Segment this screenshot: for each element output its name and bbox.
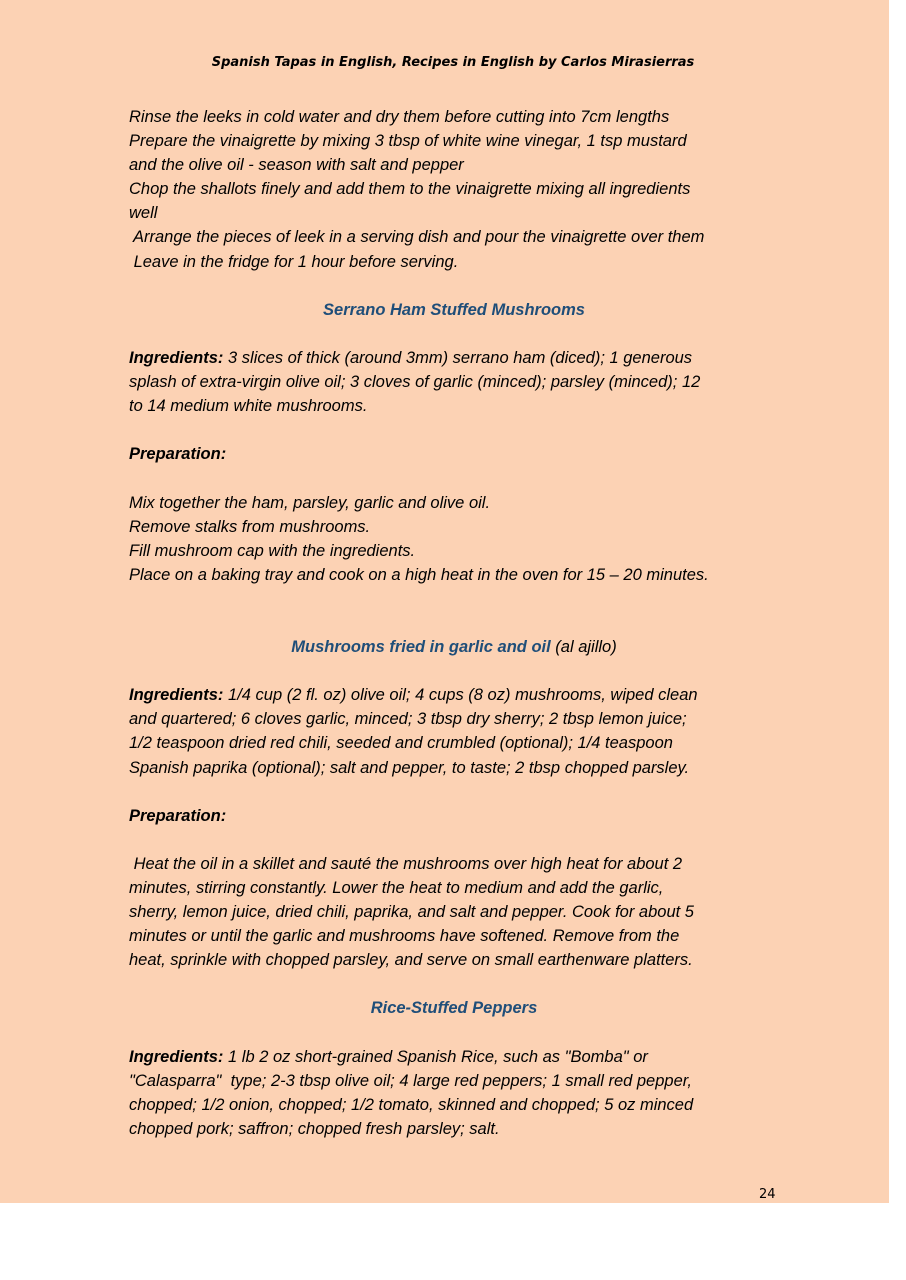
recipe-title-peppers: Rice-Stuffed Peppers: [370, 999, 538, 1018]
preparation-label: Preparation:: [129, 806, 227, 825]
ingredients-line: chopped; 1/2 onion, chopped; 1/2 tomato, skinned and chopped; 5 oz minced: [129, 1095, 694, 1114]
recipe-title-garlic-mushrooms: [129, 635, 779, 659]
intro-line: Prepare the vinaigrette by mixing 3 tbsp of white wine vinegar, 1 tsp mustard: [129, 132, 687, 151]
preparation-line: sherry, lemon juice, dried chili, paprika, and salt and pepper. Cook for about 5: [129, 903, 694, 922]
intro-line: Arrange the pieces of leek in a serving dish and pour the vinaigrette over them: [129, 228, 705, 247]
ingredients-line: chopped pork; saffron; chopped fresh parsley; salt.: [129, 1119, 500, 1138]
preparation-line: Fill mushroom cap with the ingredients.: [129, 541, 416, 560]
preparation-line: Mix together the ham, parsley, garlic and olive oil.: [129, 493, 491, 512]
ingredients-line: "Calasparra" type; 2-3 tbsp olive oil; 4 large red peppers; 1 small red pepper,: [129, 1071, 692, 1090]
spacer: [129, 659, 779, 683]
preparation-label: Preparation:: [129, 445, 227, 464]
ingredients-line: [129, 683, 779, 707]
ingredients-label: Ingredients:: [129, 348, 224, 367]
recipe-title-ham-mushrooms: Serrano Ham Stuffed Mushrooms: [323, 300, 585, 319]
spacer: [129, 828, 779, 852]
ingredients-line: [129, 346, 779, 370]
ingredients-text: 1 lb 2 oz short-grained Spanish Rice, such as "Bomba" or: [223, 1047, 648, 1066]
ingredients-label: Ingredients:: [129, 686, 224, 705]
intro-line: and the olive oil - season with salt and pepper: [129, 156, 464, 175]
preparation-line: Remove stalks from mushrooms.: [129, 517, 371, 536]
preparation-line: Heat the oil in a skillet and sauté the mushrooms over high heat for about 2: [129, 854, 683, 873]
ingredients-text: 3 slices of thick (around 3mm) serrano ham (diced); 1 generous: [223, 348, 693, 367]
spacer: [129, 1021, 779, 1045]
recipe-title-suffix: (al ajillo): [550, 638, 617, 657]
preparation-line: minutes, stirring constantly. Lower the heat to medium and add the garlic,: [129, 879, 664, 897]
ingredients-line: and quartered; 6 cloves garlic, minced; 3 tbsp dry sherry; 2 tbsp lemon juice;: [129, 710, 687, 729]
preparation-line: Place on a baking tray and cook on a high heat in the oven for 15 – 20 minutes.: [129, 565, 709, 584]
spacer: [129, 418, 779, 442]
ingredients-line: Spanish paprika (optional); salt and pepper, to taste; 2 tbsp chopped parsley.: [129, 758, 690, 777]
intro-line: Chop the shallots finely and add them to the vinaigrette mixing all ingredients: [129, 180, 691, 199]
spacer: [129, 780, 779, 804]
preparation-line: minutes or until the garlic and mushrooms have softened. Remove from the: [129, 927, 680, 946]
ingredients-line: 1/2 teaspoon dried red chili, seeded and crumbled (optional); 1/4 teaspoon: [129, 734, 673, 753]
intro-line: Rinse the leeks in cold water and dry them before cutting into 7cm lengths: [129, 108, 670, 126]
ingredients-text: 1/4 cup (2 fl. oz) olive oil; 4 cups (8 oz) mushrooms, wiped clean: [223, 686, 698, 705]
ingredients-line: splash of extra-virgin olive oil; 3 cloves of garlic (minced); parsley (minced); 12: [129, 373, 701, 392]
ingredients-line: [129, 1045, 779, 1069]
ingredients-line: to 14 medium white mushrooms.: [129, 397, 368, 416]
preparation-line: heat, sprinkle with chopped parsley, and serve on small earthenware platters.: [129, 951, 693, 970]
spacer: [129, 972, 779, 996]
intro-steps: [129, 105, 779, 274]
ingredients-label: Ingredients:: [129, 1047, 224, 1066]
page-body: [129, 105, 779, 1141]
spacer: [129, 274, 779, 298]
intro-line: Leave in the fridge for 1 hour before serving.: [129, 252, 459, 271]
recipe-title-text: Mushrooms fried in garlic and oil: [291, 638, 551, 657]
spacer: [129, 466, 779, 490]
spacer: [129, 587, 779, 611]
page-number: 24: [759, 1187, 776, 1202]
running-header: Spanish Tapas in English, Recipes in English by Carlos Mirasierras: [211, 55, 695, 70]
intro-line: well: [129, 204, 158, 223]
spacer: [129, 322, 779, 346]
spacer: [129, 611, 779, 635]
